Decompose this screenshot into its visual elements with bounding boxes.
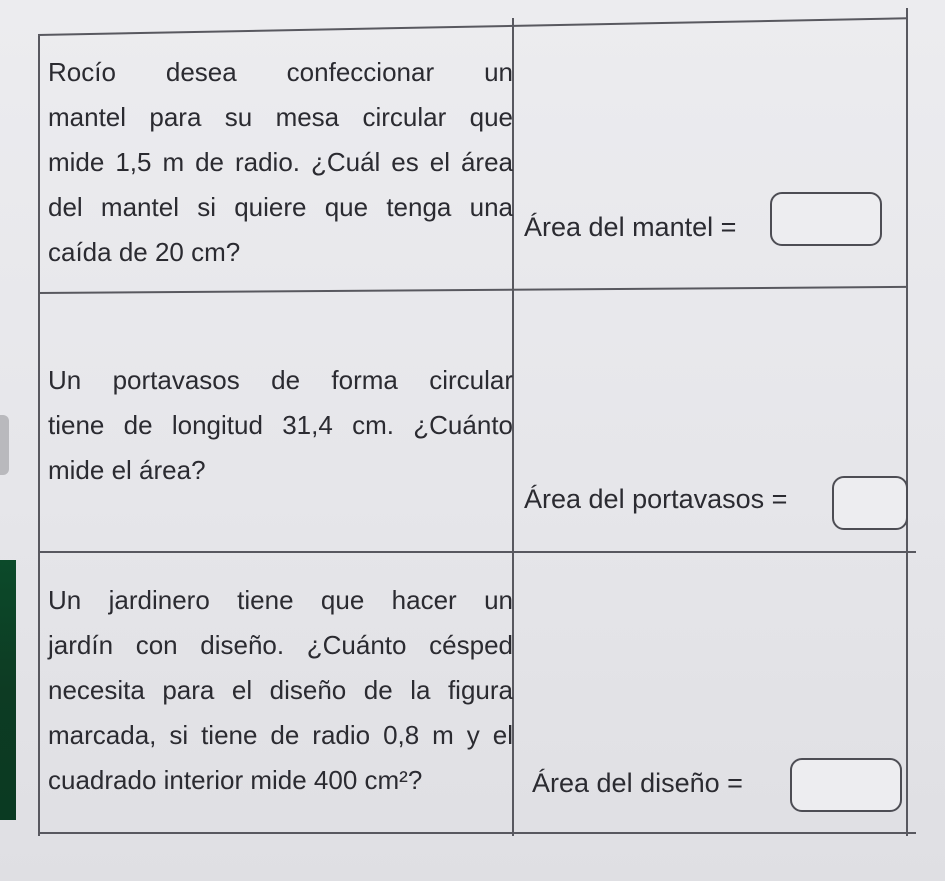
table-top-border	[38, 17, 908, 36]
problem-3-line: jardín con diseño. ¿Cuánto césped	[48, 630, 513, 660]
problem-2-line: mide el área?	[48, 455, 206, 485]
problem-3-line: necesita para el diseño de la figura	[48, 675, 513, 705]
problem-1-answer-label: Área del mantel =	[524, 212, 737, 242]
problem-2-line: tiene de longitud 31,4 cm. ¿Cuánto	[48, 410, 513, 440]
green-page-edge	[0, 560, 16, 820]
table-right-border	[906, 8, 908, 836]
table-bottom-border	[38, 832, 916, 834]
problem-2-text	[48, 358, 513, 493]
table-left-border	[38, 36, 40, 836]
problem-1-line: del mantel si quiere que tenga una	[48, 192, 513, 222]
problem-table	[38, 6, 918, 836]
problem-3-line: marcada, si tiene de radio 0,8 m y el	[48, 720, 513, 750]
problem-3-answer-box[interactable]	[790, 758, 902, 812]
problem-2-line: Un portavasos de forma circular	[48, 365, 513, 395]
problem-1-answer-box[interactable]	[770, 192, 882, 246]
problem-3-line: cuadrado interior mide 400 cm²?	[48, 765, 423, 795]
problem-3-answer-label: Área del diseño =	[532, 768, 743, 798]
problem-1-text	[48, 50, 513, 275]
problem-3-line: Un jardinero tiene que hacer un	[48, 585, 513, 615]
page-edge-tab	[0, 415, 9, 475]
problem-1-line: caída de 20 cm?	[48, 237, 241, 267]
problem-3-text	[48, 578, 513, 803]
row-divider-1	[38, 286, 908, 294]
problem-2-answer-box[interactable]	[832, 476, 908, 530]
row-divider-2	[38, 551, 916, 553]
problem-1-line: mide 1,5 m de radio. ¿Cuál es el área	[48, 147, 513, 177]
problem-1-line: mantel para su mesa circular que	[48, 102, 513, 132]
problem-2-answer-label: Área del portavasos =	[524, 484, 788, 514]
problem-1-line: Rocío desea confeccionar un	[48, 57, 513, 87]
